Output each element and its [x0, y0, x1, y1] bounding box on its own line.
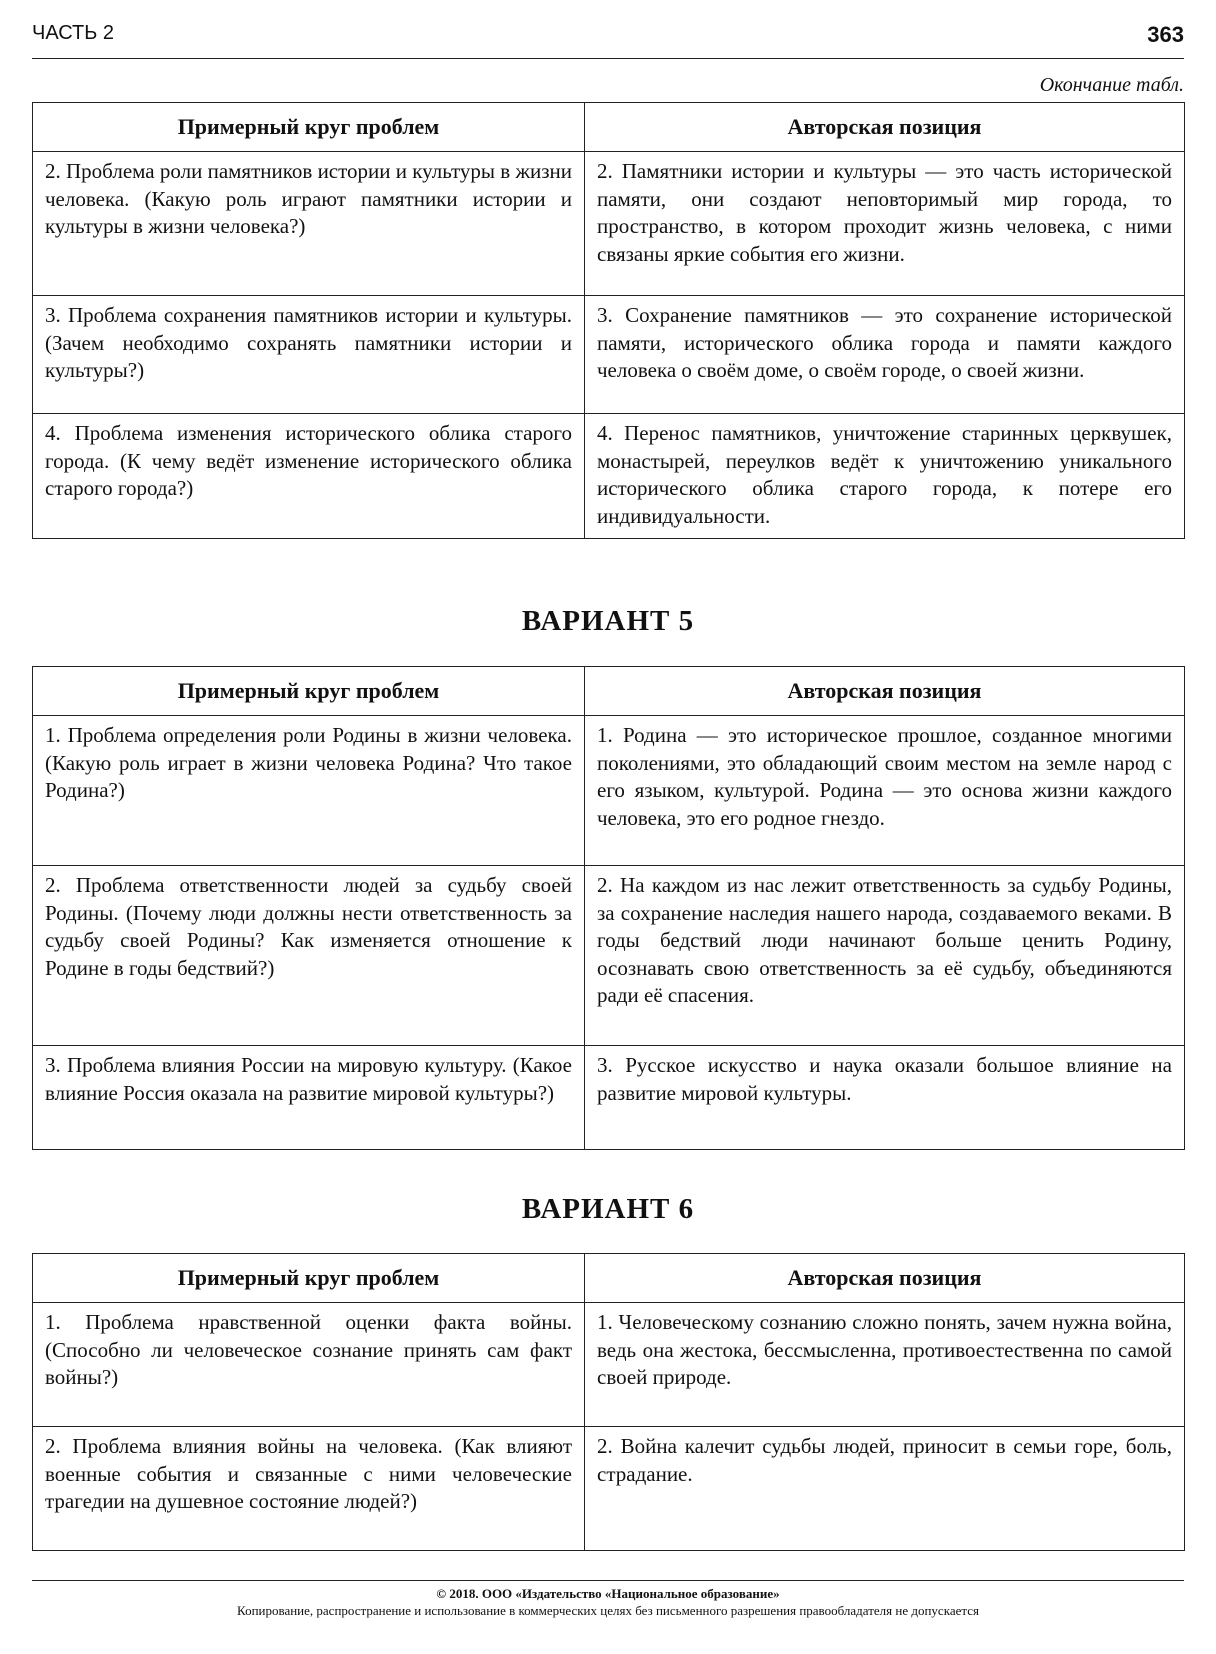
table-row: [33, 866, 1185, 1046]
table-header-row: [33, 103, 1185, 152]
copyright-line: © 2018. ООО «Издательство «Национальное образование»: [436, 1586, 780, 1601]
position-cell: 4. Перенос памятников, уничтожение старинных церквушек, монастырей, переулков ведёт к уничтожению уникального исторического облика старого города, к потере его индивидуальности.: [585, 414, 1185, 539]
table-row: [33, 152, 1185, 296]
position-cell: 3. Русское искусство и наука оказали большое влияние на развитие мировой культуры.: [585, 1046, 1185, 1150]
position-cell: 1. Человеческому сознанию сложно понять, зачем нужна война, ведь она жестока, бессмысленна, противоестественна по самой своей природе.: [585, 1303, 1185, 1427]
variant-6-table: [32, 1253, 1185, 1551]
column-header-problems: Примерный круг проблем: [33, 667, 585, 716]
problem-cell: 1. Проблема нравственной оценки факта войны. (Способно ли человеческое сознание принять сам факт войны?): [33, 1303, 585, 1427]
table-row: [33, 296, 1185, 414]
problem-cell: 3. Проблема влияния России на мировую культуру. (Какое влияние Россия оказала на развитие мировой культуры?): [33, 1046, 585, 1150]
table-header-row: [33, 667, 1185, 716]
table-header-row: [33, 1254, 1185, 1303]
position-cell: 1. Родина — это историческое прошлое, созданное многими поколениями, это обладающий своим местом на земле народ с его языком, культурой. Родина — это основа жизни каждого человека, это его родное гнездо.: [585, 716, 1185, 866]
variant-5-title: ВАРИАНТ 5: [521, 605, 695, 637]
page-header: [32, 20, 1184, 59]
variant-6-title: ВАРИАНТ 6: [521, 1193, 695, 1225]
column-header-position: Авторская позиция: [585, 1254, 1185, 1303]
problem-cell: 2. Проблема влияния войны на человека. (Как влияют военные события и связанные с ними человеческие трагедии на душевное состояние людей?): [33, 1427, 585, 1551]
position-cell: 2. Война калечит судьбы людей, приносит в семьи горе, боль, страдание.: [585, 1427, 1185, 1551]
copyright-notice: Копирование, распространение и использование в коммерческих целях без письменного разрешения правообладателя не допускается: [237, 1603, 979, 1618]
page-number: 363: [1147, 22, 1184, 47]
problem-cell: 4. Проблема изменения исторического облика старого города. (К чему ведёт изменение исторического облика старого города?): [33, 414, 585, 539]
column-header-position: Авторская позиция: [585, 103, 1185, 152]
problem-cell: 1. Проблема определения роли Родины в жизни человека. (Какую роль играет в жизни человека Родина? Что такое Родина?): [33, 716, 585, 866]
part-label: ЧАСТЬ 2: [32, 22, 115, 44]
table-row: [33, 414, 1185, 539]
table-continuation-note: Окончание табл.: [1039, 74, 1184, 96]
problem-cell: 3. Проблема сохранения памятников истории и культуры. (Зачем необходимо сохранять памятники истории и культуры?): [33, 296, 585, 414]
position-cell: 3. Сохранение памятников — это сохранение исторической памяти, исторического облика города и памяти каждого человека о своём доме, о своём городе, о своей жизни.: [585, 296, 1185, 414]
problem-cell: 2. Проблема ответственности людей за судьбу своей Родины. (Почему люди должны нести ответственность за судьбу своей Родины? Как изменяется отношение к Родине в годы бедствий?): [33, 866, 585, 1046]
column-header-position: Авторская позиция: [585, 667, 1185, 716]
column-header-problems: Примерный круг проблем: [33, 103, 585, 152]
position-cell: 2. Памятники истории и культуры — это часть исторической памяти, они создают неповторимый мир города, то пространство, в котором проходит жизнь человека, с ними связаны яркие события его жизни.: [585, 152, 1185, 296]
page-footer: [32, 1580, 1184, 1619]
table-row: [33, 716, 1185, 866]
table-row: [33, 1303, 1185, 1427]
variant-5-table: [32, 666, 1185, 1150]
column-header-problems: Примерный круг проблем: [33, 1254, 585, 1303]
problem-cell: 2. Проблема роли памятников истории и культуры в жизни человека. (Какую роль играют памятники истории и культуры в жизни человека?): [33, 152, 585, 296]
position-cell: 2. На каждом из нас лежит ответственность за судьбу Родины, за сохранение наследия нашего народа, создаваемого веками. В годы бедствий люди начинают больше ценить Родину, осознавать свою ответственность за её судьбу, объединяются ради её спасения.: [585, 866, 1185, 1046]
table-row: [33, 1046, 1185, 1150]
continued-table: [32, 102, 1185, 539]
table-row: [33, 1427, 1185, 1551]
